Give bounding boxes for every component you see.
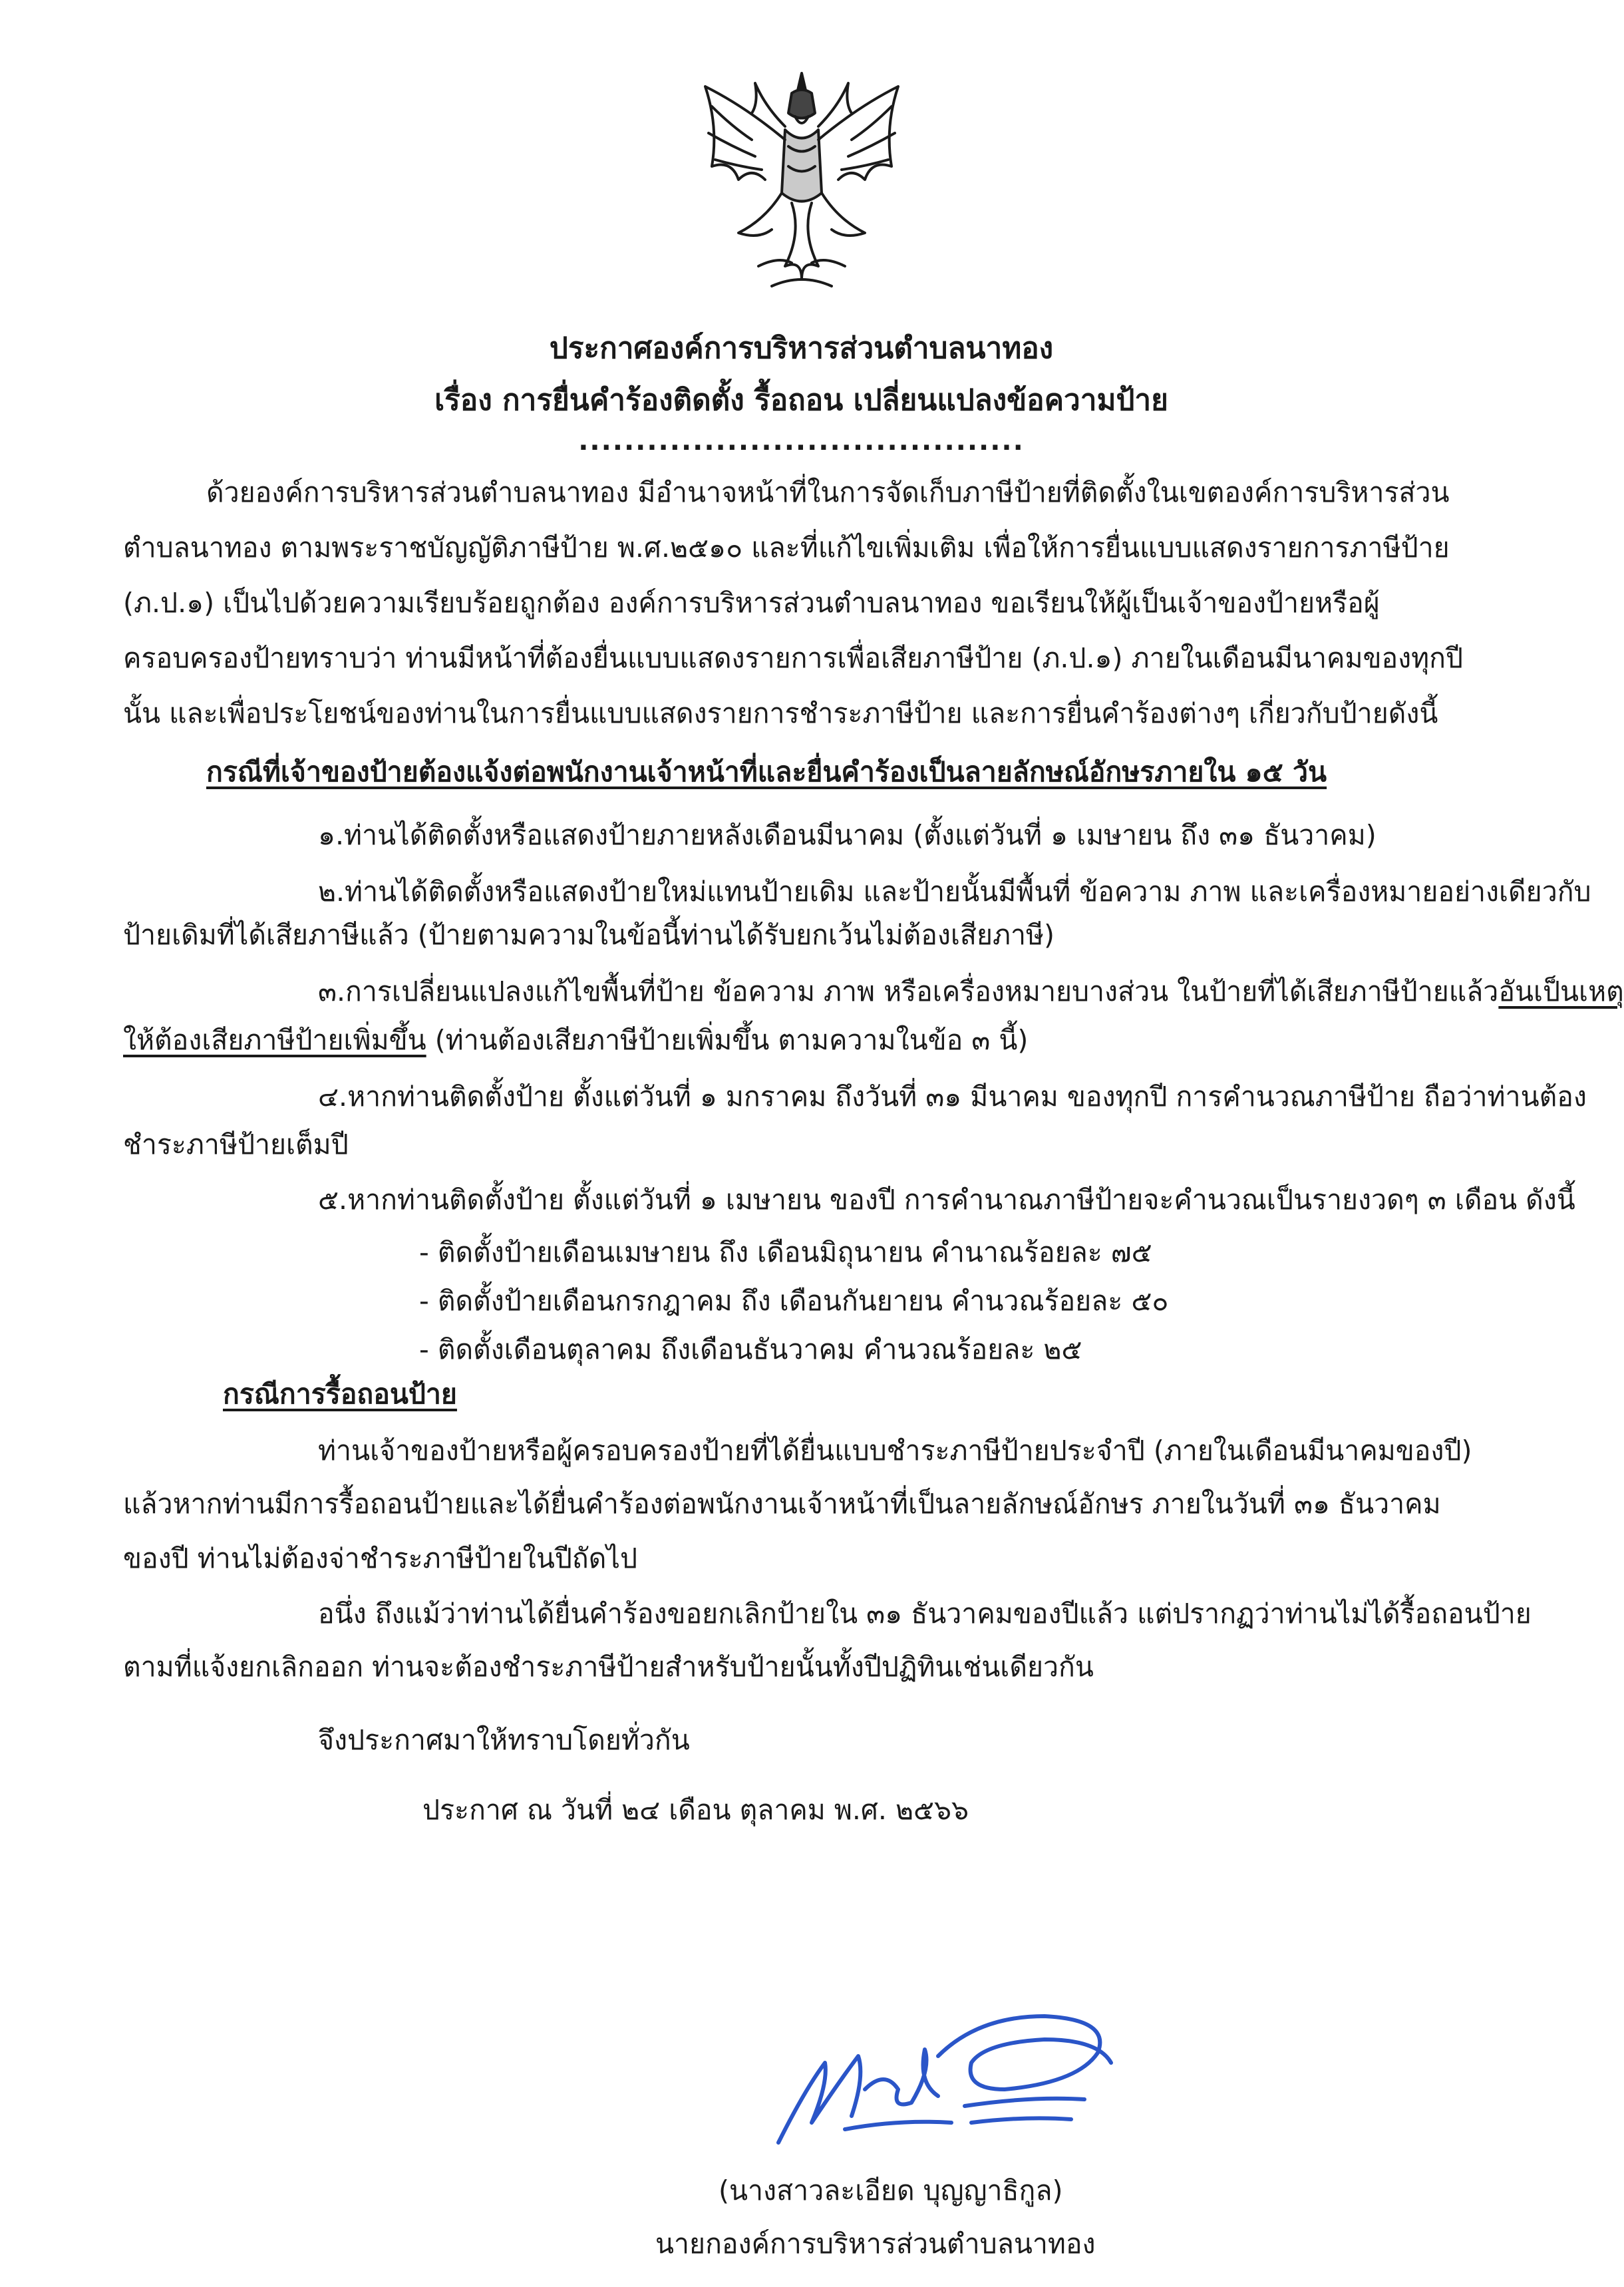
section1-item-3-line-1 [318, 975, 1624, 1007]
section1-item-4-line-1: ๔.หากท่านติดตั้งป้าย ตั้งแต่วันที่ ๑ มกราคม ถึงวันที่ ๓๑ มีนาคม ของทุกปี การคำนวณภาษีป้าย ถือว่าท่านต้อง [318, 1081, 1587, 1113]
intro-line-3: (ภ.ป.๑) เป็นไปด้วยความเรียบร้อยถูกต้อง องค์การบริหารส่วนตำบลนาทอง ขอเรียนให้ผู้เป็นเจ้าของป้ายหรือผู้ [123, 587, 1380, 619]
section1-item-1: ๑.ท่านได้ติดตั้งหรือแสดงป้ายภายหลังเดือนมีนาคม (ตั้งแต่วันที่ ๑ เมษายน ถึง ๓๑ ธันวาคม) [318, 819, 1377, 851]
signer-title: นายกองค์การบริหารส่วนตำบลนาทอง [655, 2228, 1096, 2260]
section2-para2-line-2: ตามที่แจ้งยกเลิกออก ท่านจะต้องชำระภาษีป้ายสำหรับป้ายนั้นทั้งปีปฏิทินเช่นเดียวกัน [123, 1651, 1094, 1683]
section1-sub-1: - ติดตั้งป้ายเดือนเมษายน ถึง เดือนมิถุนายน คำนาณร้อยละ ๗๕ [419, 1236, 1152, 1268]
intro-line-4: ครอบครองป้ายทราบว่า ท่านมีหน้าที่ต้องยื่นแบบแสดงรายการเพื่อเสียภาษีป้าย (ภ.ป.๑) ภายในเดือนมีนาคมของทุกปี [123, 642, 1464, 674]
section1-heading: กรณีที่เจ้าของป้ายต้องแจ้งต่อพนักงานเจ้าหน้าที่และยื่นคำร้องเป็นลายลักษณ์อักษรภายใน ๑๕ วัน [206, 756, 1327, 788]
intro-line-5: นั้น และเพื่อประโยชน์ของท่านในการยื่นแบบแสดงรายการชำระภาษีป้าย และการยื่นคำร้องต่างๆ เกี่ยวกับป้ายดังนี้ [123, 697, 1438, 729]
section1-sub-2: - ติดตั้งป้ายเดือนกรกฎาคม ถึง เดือนกันยายน คำนวณร้อยละ ๕๐ [419, 1285, 1169, 1317]
closing-announce: จึงประกาศมาให้ทราบโดยทั่วกัน [318, 1724, 690, 1756]
section2-para1-line-1: ท่านเจ้าของป้ายหรือผู้ครอบครองป้ายที่ได้ยื่นแบบชำระภาษีป้ายประจำปี (ภายในเดือนมีนาคมของปี) [318, 1435, 1472, 1467]
item-3-text: ๓.การเปลี่ยนแปลงแก้ไขพื้นที่ป้าย ข้อความ ภาพ หรือเครื่องหมายบางส่วน ในป้ายที่ได้เสียภาษีป้ายแล้ว [318, 975, 1499, 1007]
title-separator: ....................................... [578, 426, 1025, 456]
item-3-underlined-continuation: ให้ต้องเสียภาษีป้ายเพิ่มขึ้น [123, 1024, 426, 1056]
section1-sub-3: - ติดตั้งเดือนตุลาคม ถึงเดือนธันวาคม คำนวณร้อยละ ๒๕ [419, 1333, 1082, 1365]
section1-item-4-line-2: ชำระภาษีป้ายเต็มปี [123, 1129, 349, 1160]
section2-para1-line-2: แล้วหากท่านมีการรื้อถอนป้ายและได้ยื่นคำร้องต่อพนักงานเจ้าหน้าที่เป็นลายลักษณ์อักษร ภายในวันที่ ๓๑ ธันวาคม [123, 1488, 1441, 1520]
item-3-underlined-text: อันเป็นเหตุ [1498, 975, 1624, 1007]
section2-para1-line-3: ของปี ท่านไม่ต้องจ่าชำระภาษีป้ายในปีถัดไป [123, 1542, 637, 1574]
item-3-note: (ท่านต้องเสียภาษีป้ายเพิ่มขึ้น ตามความในข้อ ๓ นี้) [426, 1024, 1029, 1056]
section1-item-2-line-2: ป้ายเดิมที่ได้เสียภาษีแล้ว (ป้ายตามความในข้อนี้ท่านได้รับยกเว้นไม่ต้องเสียภาษี) [123, 919, 1055, 951]
announcement-subject: เรื่อง การยื่นคำร้องติดตั้ง รื้อถอน เปลี่ยนแปลงข้อความป้าย [434, 383, 1168, 417]
garuda-emblem-icon [692, 67, 911, 299]
announcement-title: ประกาศองค์การบริหารส่วนตำบลนาทอง [549, 331, 1054, 365]
signer-name: (นางสาวละเอียด บุญญาธิกูล) [719, 2175, 1063, 2206]
section1-item-2-line-1: ๒.ท่านได้ติดตั้งหรือแสดงป้ายใหม่แทนป้ายเดิม และป้ายนั้นมีพื้นที่ ข้อความ ภาพ และเครื่องหมายอย่างเดียวกับ [318, 876, 1591, 908]
intro-line-2: ตำบลนาทอง ตามพระราชบัญญัติภาษีป้าย พ.ศ.๒๕๑๐ และที่แก้ไขเพิ่มเติม เพื่อให้การยื่นแบบแสดงรายการภาษีป้าย [123, 532, 1450, 564]
announcement-date: ประกาศ ณ วันที่ ๒๔ เดือน ตุลาคม พ.ศ. ๒๕๖๖ [422, 1794, 969, 1826]
section1-item-3-line-2 [123, 1024, 1029, 1056]
section1-item-5: ๕.หากท่านติดตั้งป้าย ตั้งแต่วันที่ ๑ เมษายน ของปี การคำนาณภาษีป้ายจะคำนวณเป็นรายงวดๆ ๓ เดือน ดังนี้ [318, 1184, 1575, 1216]
intro-line-1: ด้วยองค์การบริหารส่วนตำบลนาทอง มีอำนาจหน้าที่ในการจัดเก็บภาษีป้ายที่ติดตั้งในเขตองค์การบริหารส่วน [206, 476, 1450, 508]
section2-heading: กรณีการรื้อถอนป้าย [223, 1378, 457, 1410]
section2-para2-line-1: อนึ่ง ถึงแม้ว่าท่านได้ยื่นคำร้องขอยกเลิกป้ายใน ๓๑ ธันวาคมของปีแล้ว แต่ปรากฏว่าท่านไม่ได้รื้อถอนป้าย [318, 1598, 1532, 1630]
signature-icon [765, 1990, 1144, 2156]
